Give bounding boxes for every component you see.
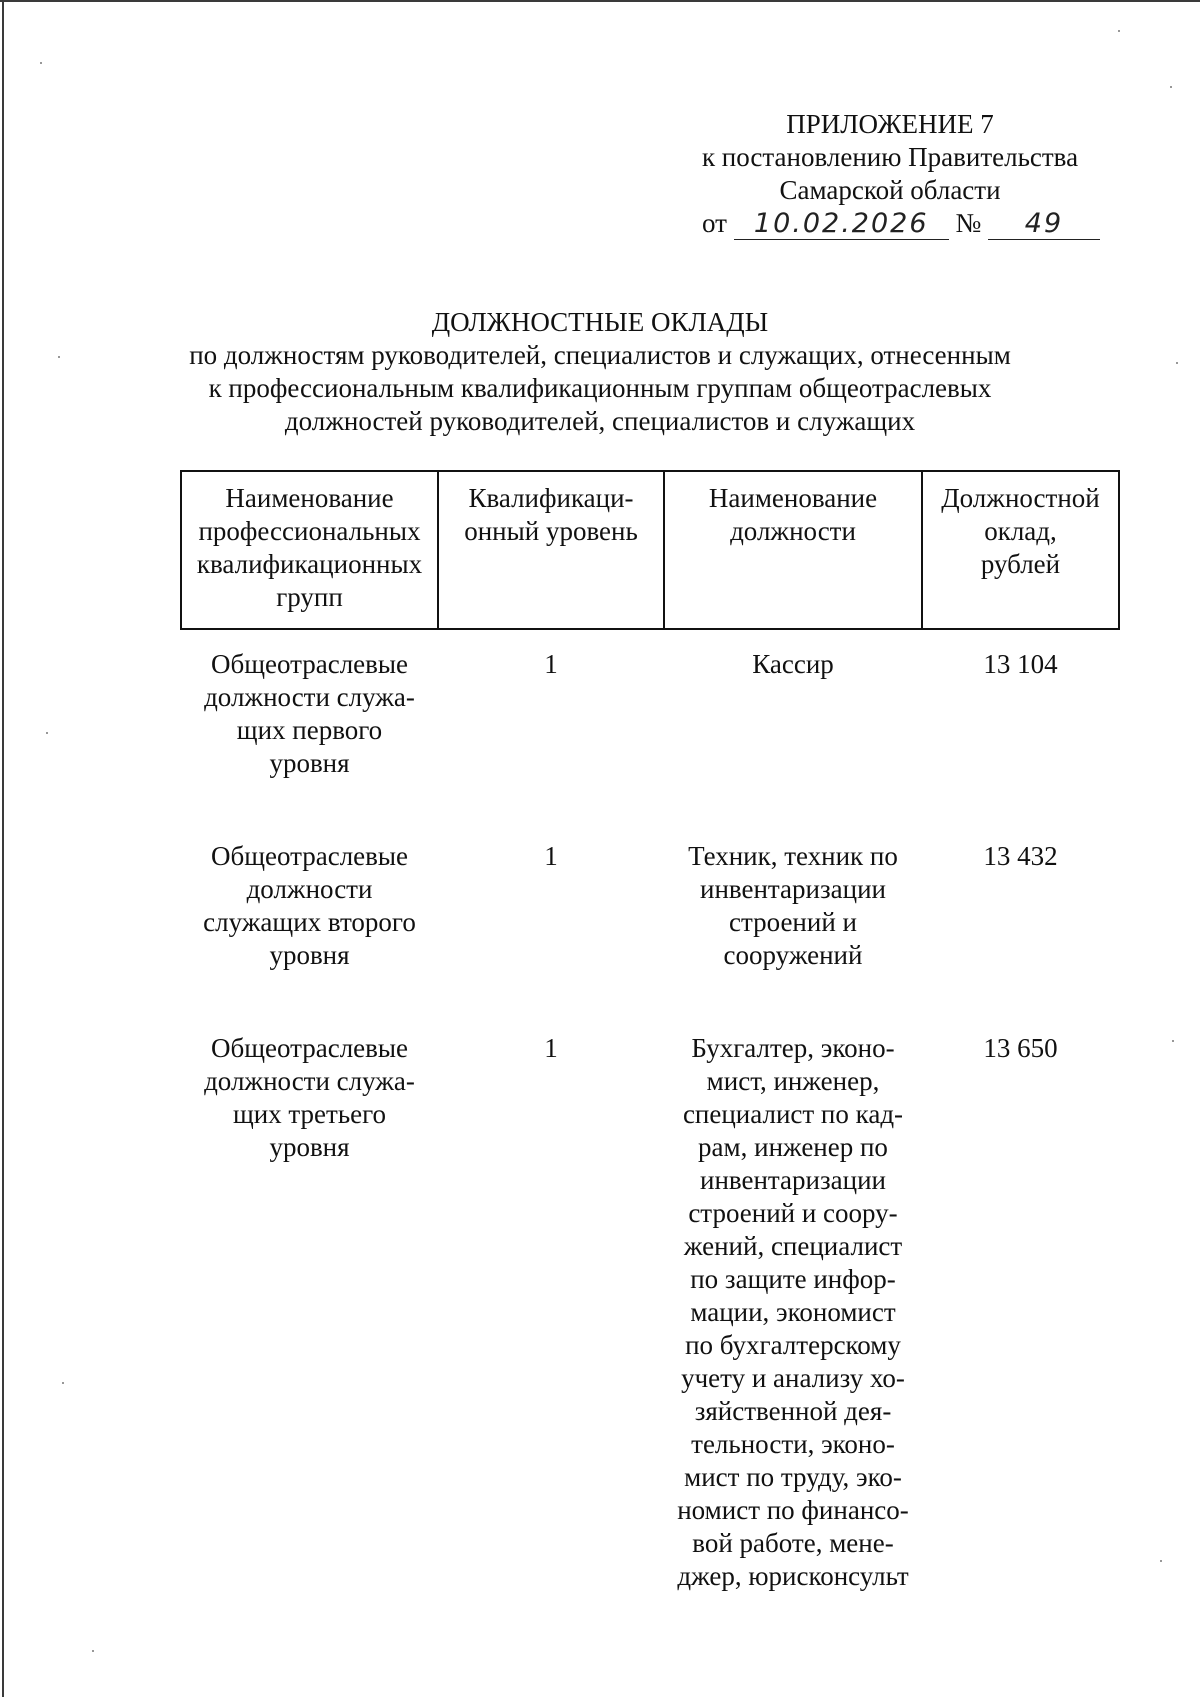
table-header-row <box>181 471 1119 629</box>
cell-text-line: мист по труду, эко- <box>684 1462 902 1492</box>
header-salary <box>922 471 1119 629</box>
cell-position <box>664 1032 922 1593</box>
annex-from-prefix: от <box>702 208 727 238</box>
cell-text-line: должности служа- <box>204 682 415 712</box>
scan-speck <box>62 1382 64 1384</box>
cell-text-line: номист по финансо- <box>677 1495 909 1525</box>
annex-date-handwritten: 10.02.2026 <box>734 209 949 240</box>
scan-speck <box>1170 86 1172 88</box>
cell-text-line: зяйственной дея- <box>694 1396 892 1426</box>
cell-text-line: джер, юрисконсульт <box>677 1561 909 1591</box>
cell-text-line: Общеотраслевые <box>210 1033 409 1063</box>
annex-number-handwritten: 49 <box>988 209 1100 240</box>
cell-text-line: оклад, <box>984 516 1057 546</box>
cell-position <box>664 629 922 840</box>
cell-text-line: рублей <box>980 549 1061 579</box>
cell-text-line: уровня <box>269 940 350 970</box>
annex-line-1: к постановлению Правительства <box>701 142 1079 172</box>
cell-salary: 13 650 <box>983 1033 1058 1063</box>
title-line-1: по должностям руководителей, специалистов и служащих, отнесенным <box>189 340 1011 370</box>
cell-text-line: щих первого <box>236 715 383 745</box>
scan-speck <box>1160 1560 1162 1562</box>
cell-text-line: жений, специалист <box>683 1231 903 1261</box>
title-line-2: к профессиональным квалификационным группам общеотраслевых <box>208 373 992 403</box>
cell-text-line: строений и <box>729 907 857 937</box>
annex-number-prefix: № <box>955 208 982 238</box>
cell-level: 1 <box>544 649 558 679</box>
cell-text-line: инвентаризации <box>700 1165 886 1195</box>
scan-edge-top <box>0 0 1200 2</box>
table-row <box>181 629 1119 840</box>
cell-salary: 13 432 <box>983 841 1058 871</box>
scan-speck <box>58 356 60 358</box>
scan-speck <box>1118 30 1120 32</box>
title-heading: ДОЛЖНОСТНЫЕ ОКЛАДЫ <box>431 307 769 337</box>
cell-text-line: Общеотраслевые <box>210 649 409 679</box>
cell-text-line: по бухгалтерскому <box>685 1330 901 1360</box>
cell-text-line: Бухгалтер, эконо- <box>691 1033 895 1063</box>
scan-speck <box>92 1650 94 1652</box>
cell-group <box>181 629 438 840</box>
cell-text-line: Кассир <box>752 649 834 679</box>
cell-text-line: сооружений <box>723 940 863 970</box>
cell-text-line: Общеотраслевые <box>210 841 409 871</box>
header-group-name <box>181 471 438 629</box>
cell-text-line: Техник, техник по <box>688 841 898 871</box>
cell-text-line: тельности, эконо- <box>691 1429 895 1459</box>
cell-text-line: уровня <box>269 1132 350 1162</box>
cell-text-line: Наименование <box>708 483 878 513</box>
scan-speck <box>1172 1040 1174 1042</box>
cell-text-line: щих третьего <box>232 1099 387 1129</box>
cell-text-line: Должностной <box>941 483 1100 513</box>
cell-text-line: учету и анализу хо- <box>681 1363 905 1393</box>
cell-text-line: вой работе, мене- <box>692 1528 894 1558</box>
cell-text-line: мист, инженер, <box>706 1066 880 1096</box>
cell-text-line: по защите инфор- <box>690 1264 896 1294</box>
scan-edge-left <box>2 0 4 1697</box>
annex-label: ПРИЛОЖЕНИЕ 7 <box>786 109 994 139</box>
cell-text-line: рам, инженер по <box>698 1132 888 1162</box>
scan-speck <box>46 732 48 734</box>
cell-text-line: Наименование <box>225 483 394 513</box>
cell-group <box>181 840 438 1032</box>
annex-header <box>660 108 1120 240</box>
cell-text-line: должности служа- <box>204 1066 415 1096</box>
cell-text-line: мации, экономист <box>690 1297 896 1327</box>
cell-text-line: должности <box>730 516 856 546</box>
cell-text-line: профессиональных <box>198 516 421 546</box>
table-row <box>181 840 1119 1032</box>
cell-text-line: должности <box>246 874 373 904</box>
cell-text-line: Квалификаци- <box>468 483 634 513</box>
title-line-3: должностей руководителей, специалистов и служащих <box>284 406 916 436</box>
cell-text-line: служащих второго <box>203 907 416 937</box>
cell-level: 1 <box>544 1033 558 1063</box>
scan-speck <box>1176 362 1178 364</box>
scan-speck <box>40 62 42 64</box>
cell-text-line: специалист по кад- <box>682 1099 904 1129</box>
cell-text-line: групп <box>276 582 343 612</box>
cell-group <box>181 1032 438 1593</box>
cell-level: 1 <box>544 841 558 871</box>
annex-line-2: Самарской области <box>779 175 1001 205</box>
cell-text-line: строений и соору- <box>688 1198 898 1228</box>
annex-date-number-line <box>660 207 1120 240</box>
cell-position <box>664 840 922 1032</box>
cell-text-line: инвентаризации <box>700 874 886 904</box>
header-qualification-level <box>438 471 664 629</box>
table-row <box>181 1032 1119 1593</box>
cell-text-line: уровня <box>269 748 350 778</box>
cell-salary: 13 104 <box>983 649 1058 679</box>
cell-text-line: онный уровень <box>464 516 638 546</box>
document-title <box>180 306 1020 438</box>
header-position-name <box>664 471 922 629</box>
salary-table <box>180 470 1120 1593</box>
cell-text-line: квалификационных <box>196 549 423 579</box>
